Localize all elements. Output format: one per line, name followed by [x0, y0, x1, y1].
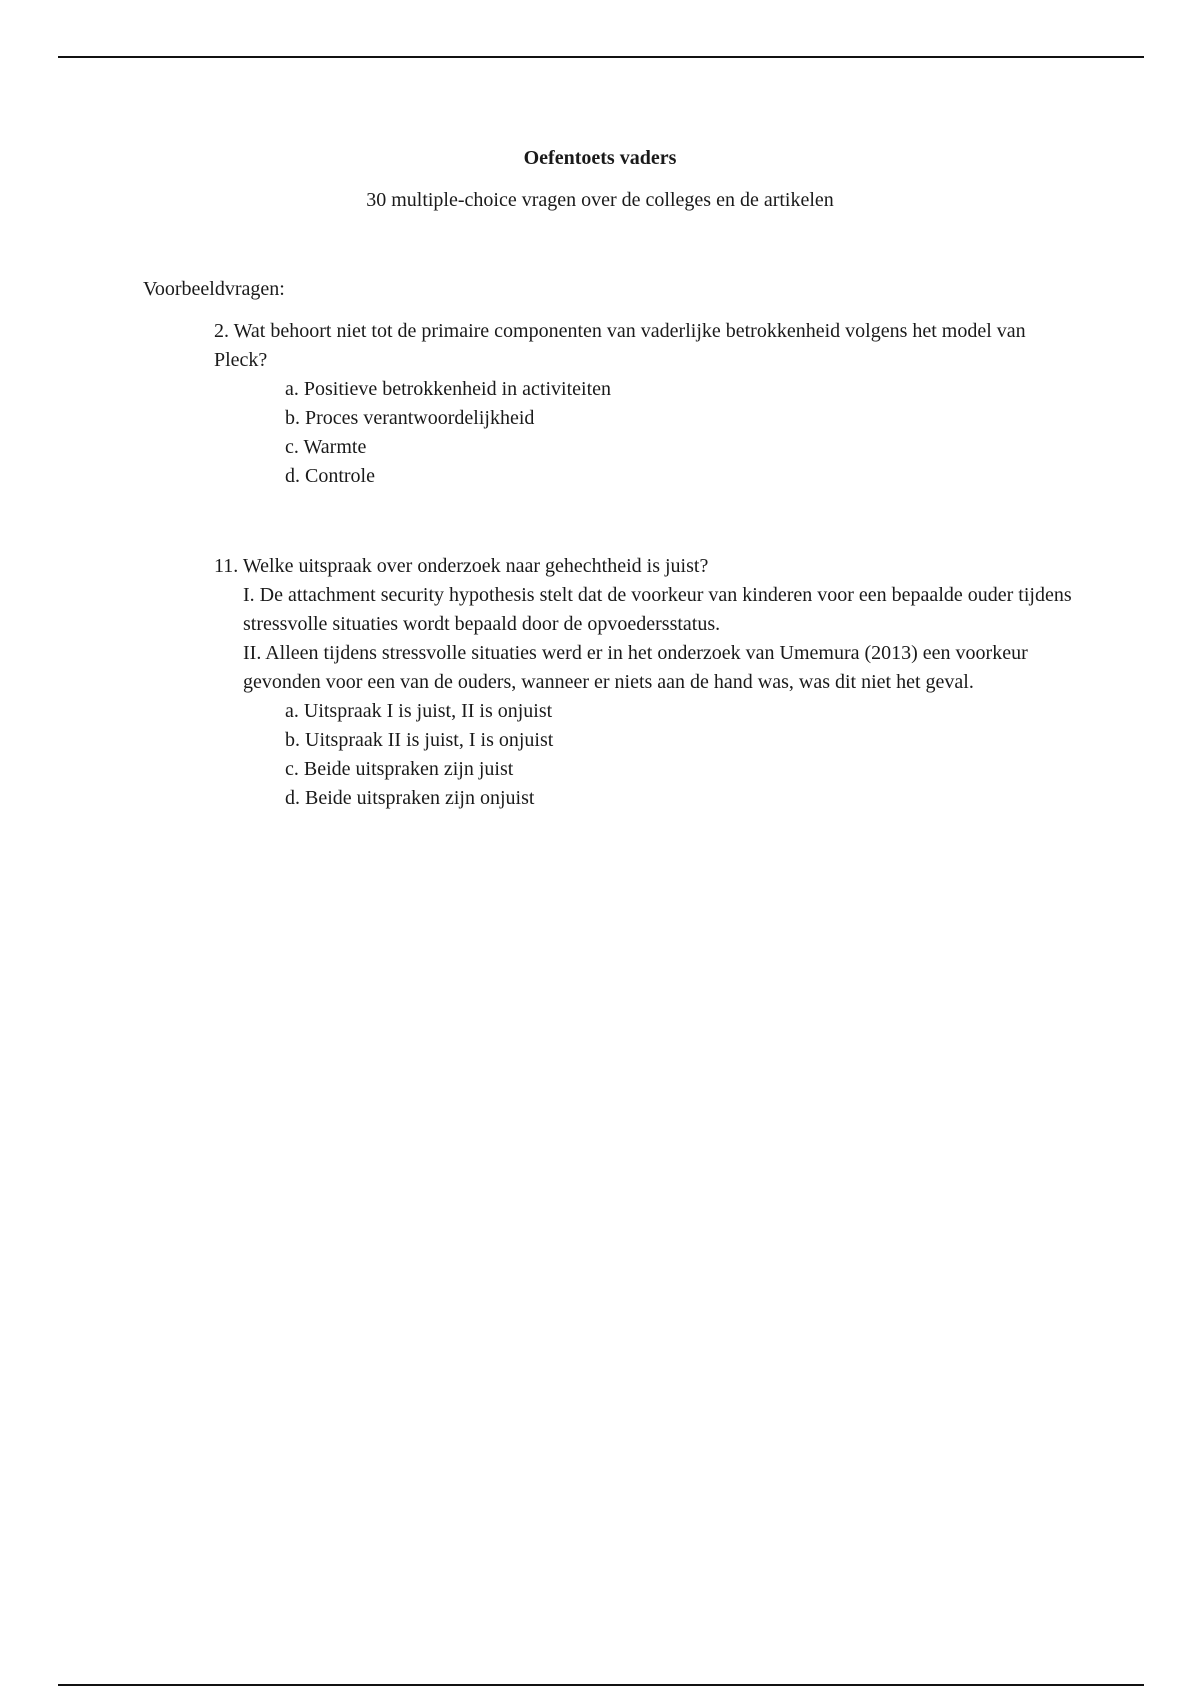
top-rule: [58, 56, 1144, 58]
answer-option: b. Proces verantwoordelijkheid: [285, 407, 535, 429]
document-subtitle: 30 multiple-choice vragen over de colleges en de artikelen: [366, 189, 834, 211]
statement: II. Alleen tijdens stressvolle situaties werd er in het onderzoek van Umemura (2013) een voorkeur gevonden voor een van de ouders, wanneer er niets aan de hand was, was dit niet het geval.: [243, 642, 1028, 693]
answer-options: [214, 375, 1074, 491]
question-2: [214, 317, 1074, 491]
intro-label: Voorbeeldvragen:: [143, 278, 285, 300]
statement: I. De attachment security hypothesis stelt dat de voorkeur van kinderen voor een bepaalde ouder tijdens stressvolle situaties wordt bepaald door de opvoedersstatus.: [243, 584, 1072, 635]
bottom-rule: [58, 1684, 1144, 1686]
answer-option: d. Controle: [285, 465, 375, 487]
document-title: Oefentoets vaders: [523, 147, 677, 169]
answer-option: c. Beide uitspraken zijn juist: [285, 758, 514, 780]
question-text: 2. Wat behoort niet tot de primaire componenten van vaderlijke betrokkenheid volgens het model van Pleck?: [214, 320, 1026, 371]
question-text: 11. Welke uitspraak over onderzoek naar gehechtheid is juist?: [214, 555, 709, 577]
question-11: [214, 552, 1074, 813]
answer-option: c. Warmte: [285, 436, 367, 458]
answer-option: a. Uitspraak I is juist, II is onjuist: [285, 700, 553, 722]
statements: [214, 581, 1074, 697]
answer-option: d. Beide uitspraken zijn onjuist: [285, 787, 535, 809]
answer-options: [214, 697, 1074, 813]
answer-option: a. Positieve betrokkenheid in activiteiten: [285, 378, 612, 400]
answer-option: b. Uitspraak II is juist, I is onjuist: [285, 729, 554, 751]
